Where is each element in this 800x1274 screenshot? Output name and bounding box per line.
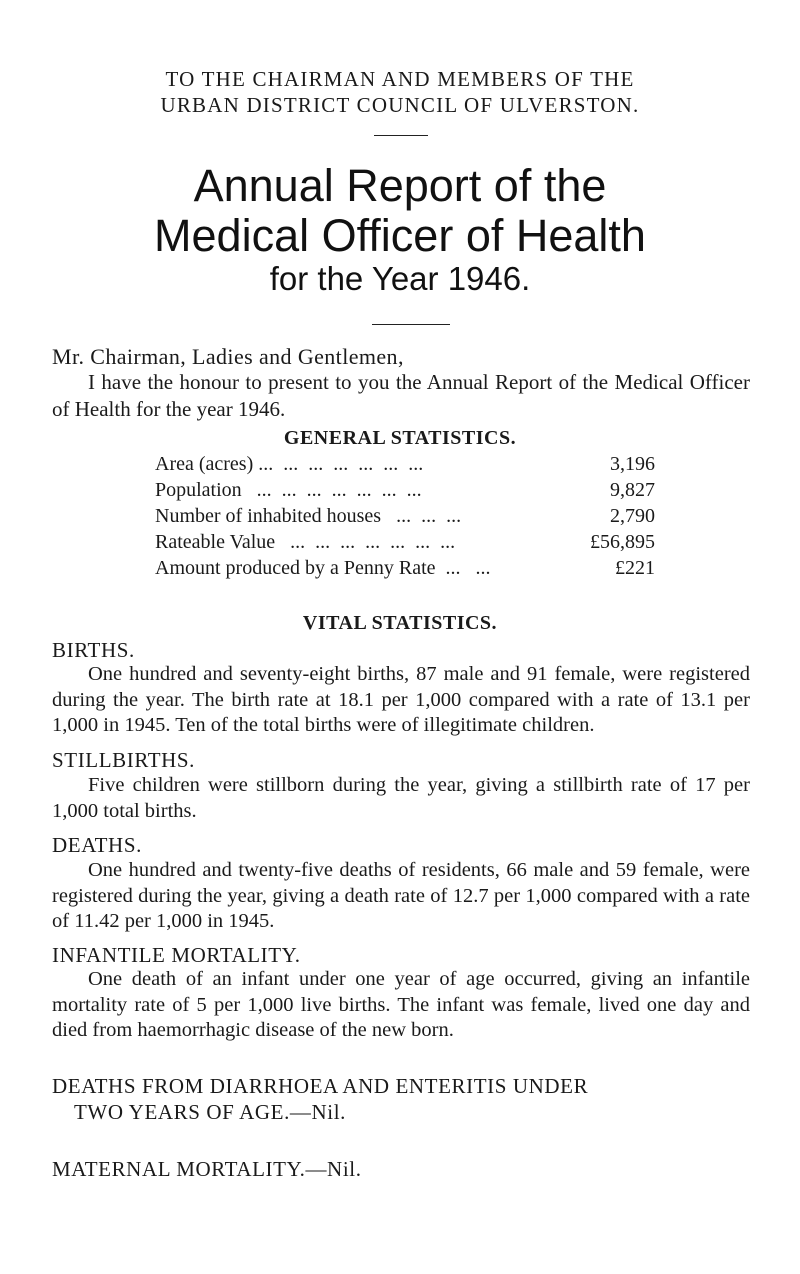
report-title-line-2: Medical Officer of Health [154,210,646,261]
stat-label-area: Area (acres) ... ... ... ... ... ... ... [155,453,424,475]
stat-value-rateable-value: £56,895 [590,531,655,553]
infantile-mortality-text: One death of an infant under one year of age occurred, giving an infantile mortality rate of 5 per 1,000 live births. The infant was female, lived one day and died from haemorrhagic disease of the new born. [52,968,750,1041]
diarrhoea-line-1: DEATHS FROM DIARRHOEA AND ENTERITIS UNDER [52,1074,589,1098]
stat-row-penny-rate [155,555,655,581]
deaths-text: One hundred and twenty-five deaths of residents, 66 male and 59 female, were registered during the year, giving a death rate of 12.7 per 1,000 compared with a rate of 11.42 per 1,000 in 1945. [52,859,750,932]
stat-value-houses: 2,790 [610,505,655,527]
stat-row-rateable-value [155,529,655,555]
stat-label-rateable-value: Rateable Value ... ... ... ... ... ... ... [155,531,456,553]
stillbirths-title: STILLBIRTHS. [52,748,196,772]
salutation: Mr. Chairman, Ladies and Gentlemen, [52,344,404,369]
general-statistics-heading: GENERAL STATISTICS. [283,427,517,449]
vital-statistics-heading: VITAL STATISTICS. [302,612,498,634]
stat-value-area: 3,196 [610,453,655,475]
maternal-mortality: MATERNAL MORTALITY.—Nil. [52,1157,362,1181]
intro-paragraph: I have the honour to present to you the Annual Report of the Medical Officer of Health for the year 1946. [52,370,750,421]
address-line-2: URBAN DISTRICT COUNCIL OF ULVERSTON. [160,93,640,117]
stat-row-population [155,477,655,503]
stillbirths-text: Five children were stillborn during the year, giving a stillbirth rate of 17 per 1,000 total births. [52,774,750,822]
divider-top [374,135,428,136]
stat-value-penny-rate: £221 [615,557,655,579]
deaths-title: DEATHS. [52,833,142,857]
births-title: BIRTHS. [52,638,135,662]
divider-middle [372,324,450,325]
stat-value-population: 9,827 [610,479,655,501]
stat-row-houses [155,503,655,529]
diarrhoea-line-2: TWO YEARS OF AGE.—Nil. [74,1100,347,1124]
births-text: One hundred and seventy-eight births, 87 male and 91 female, were registered during the year. The birth rate at 18.1 per 1,000 compared with a rate of 13.1 per 1,000 in 1945. Ten of the total births were of illegitimate children. [52,663,750,736]
stat-label-penny-rate: Amount produced by a Penny Rate ... ... [155,557,491,579]
stat-row-area [155,451,655,477]
report-title-line-1: Annual Report of the [193,160,607,211]
stat-label-houses: Number of inhabited houses ... ... ... [155,505,462,527]
stat-label-population: Population ... ... ... ... ... ... ... [155,479,422,501]
address-line-1: TO THE CHAIRMAN AND MEMBERS OF THE [165,67,635,91]
report-title-line-3: for the Year 1946. [269,260,531,297]
infantile-mortality-title: INFANTILE MORTALITY. [52,943,301,967]
